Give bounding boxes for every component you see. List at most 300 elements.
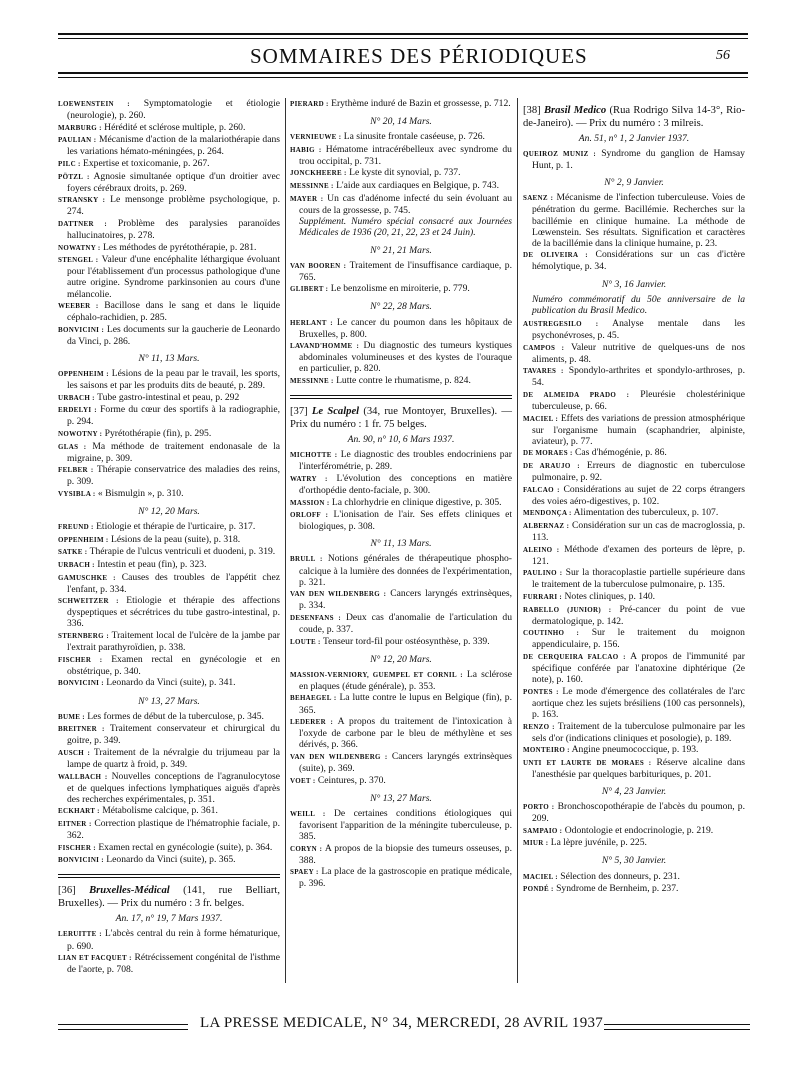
issue-heading: N° 22, 28 Mars. xyxy=(370,301,432,313)
entry xyxy=(58,464,280,487)
entry xyxy=(290,775,512,787)
entry-title: L'évolution des conceptions en matière d'orthopédie dento-faciale, p. 300. xyxy=(299,472,512,496)
issue-heading: N° 12, 20 Mars. xyxy=(370,653,432,665)
entry xyxy=(58,771,280,805)
entry xyxy=(58,428,280,440)
entry xyxy=(523,871,745,883)
entry-title: Traitement de l'insuffisance cardiaque, p. 765. xyxy=(299,259,512,283)
entry-title: Sélection des donneurs, p. 231. xyxy=(560,870,680,882)
entry-author: GAMUSCHKE : xyxy=(58,573,116,582)
entry-author: LAVAND'HOMME : xyxy=(290,342,360,351)
entry xyxy=(58,194,280,217)
entry-author: VAN DEN WILDENBERG : xyxy=(290,752,388,761)
entry-title: Etiologie et thérapie de l'urticaire, p. 317. xyxy=(96,521,256,533)
entry-title: Le mensonge problème psychologique, p. 274. xyxy=(67,194,280,218)
entry-author: FREUND : xyxy=(58,523,94,532)
entry-author: RENZO : xyxy=(523,722,555,731)
entry-title: Causes des troubles de l'appétit chez l'enfant, p. 334. xyxy=(67,571,280,595)
entry-title: Effets des variations de pression atmosphérique sur l'organisme humain (scaphandrier, alpiniste, aviateur), p. 77. xyxy=(532,412,745,447)
entry xyxy=(58,254,280,299)
entry-author: PIERARD : xyxy=(290,100,329,108)
entry-author: MENDONÇA : xyxy=(523,509,572,518)
entry xyxy=(290,131,512,143)
entry xyxy=(290,180,512,192)
entry xyxy=(58,854,280,866)
entry xyxy=(523,249,745,272)
entry-title: Pleurésie cholestérinique tuberculeuse, p. 66. xyxy=(532,388,746,412)
entry-title: Odontologie et endocrinologie, p. 219. xyxy=(564,824,714,836)
entry-title: A propos du traitement de l'intoxication à l'oxyde de carbone par le bleu de méthylène et ses dérivés, p. 366. xyxy=(299,716,513,751)
entry-title: La lèpre juvénile, p. 225. xyxy=(550,837,647,849)
entry xyxy=(58,534,280,546)
entry-author: EITNER : xyxy=(58,819,92,828)
entry-title: L'ionisation de l'air. Ses effets cliniques et biologiques, p. 308. xyxy=(299,509,512,533)
entry xyxy=(290,340,512,374)
journal-issue-line: An. 17, n° 19, 7 Mars 1937. xyxy=(115,913,223,925)
entry xyxy=(523,318,745,341)
supplement-note: Numéro commémoratif du 50e anniversaire de la publication du Brasil Medico. xyxy=(532,293,745,316)
entry xyxy=(290,283,512,295)
entry-author: WATRY : xyxy=(290,474,328,483)
entry-title: Mécanisme de l'infection tuberculeuse. Voies de pénétration du germe. Bacillémie. Recherches sur la bacillémie en clinique humaine. La méthode de Lœwenstein. Ses résultats. Signification et caractères de la bacillémie dans la clinique humaine, p. 23. xyxy=(532,192,745,249)
entry-title: Agnosie simultanée optique d'un droitier avec foyers cérébraux droits, p. 269. xyxy=(67,170,280,194)
entry-title: Les documents sur la gaucherie de Leonardo da Vinci, p. 286. xyxy=(67,323,280,347)
entry-author: SATKE : xyxy=(58,548,88,557)
entry-author: FURRARI : xyxy=(523,592,563,601)
entry-author: ECKHART : xyxy=(58,807,100,816)
entry-author: STERNBERG : xyxy=(58,632,109,641)
entry-title: Le mode d'émergence des collatérales de l'arc aortique chez les sujets brésiliens (100 cas personnels), p. 163. xyxy=(532,685,745,720)
columns-area xyxy=(58,98,750,993)
entry-author: CAMPOS : xyxy=(523,343,565,352)
section-separator xyxy=(58,874,280,878)
entry xyxy=(523,507,745,519)
entry-title: A propos de la biopsie des tumeurs osseuses, p. 388. xyxy=(299,842,512,866)
page-number: 56 xyxy=(716,48,730,63)
entry-title: « Bismulgin », p. 310. xyxy=(97,488,184,499)
entry xyxy=(523,520,745,543)
entry-title: Pré-cancer du point de vue dermatologique, p. 142. xyxy=(532,603,746,627)
entry-title: Valeur d'une encéphalite léthargique évoluant pour l'établissement d'un processus pathologique d'une autre origine. Syndrome parkinsonien au cours d'une mélancolie. xyxy=(67,254,281,300)
entry-author: VAN BOOREN : xyxy=(290,261,347,270)
section-separator xyxy=(290,395,512,399)
journal-number: [36] xyxy=(58,885,76,897)
entry-title: Sur le traitement du moignon appendiculaire, p. 156. xyxy=(532,627,745,651)
entry-author: URBACH : xyxy=(58,393,95,402)
entry xyxy=(58,572,280,595)
entry xyxy=(58,952,280,975)
entry xyxy=(523,627,745,650)
entry xyxy=(290,509,512,532)
entry-author: ERDELYI : xyxy=(58,406,97,415)
journal-name: Bruxelles-Médical xyxy=(89,885,170,897)
entry-title: Méthode d'examen des porteurs de lèpre, p. 121. xyxy=(532,543,745,567)
entry-author: PAULIAN : xyxy=(58,136,97,145)
entry-title: Cancers laryngés extrinsèques, p. 334. xyxy=(299,588,512,612)
entry-author: MACIEL : xyxy=(523,414,559,423)
entry-title: Traitement de la névralgie du trijumeau par la lampe de quartz à froid, p. 349. xyxy=(67,746,280,770)
entry xyxy=(58,218,280,241)
entry-title: Hérédité et sclérose multiple, p. 260. xyxy=(104,121,246,133)
entry-author: BRULL : xyxy=(290,555,323,564)
entry xyxy=(58,559,280,571)
entry-author: OPPENHEIM : xyxy=(58,370,109,379)
entry xyxy=(523,744,745,756)
journal-info: (141, rue Belliart, Bruxelles). — Prix du numéro : 3 fr. belges. xyxy=(58,885,280,910)
entry-title: Bronchoscopothérapie de l'abcès du poumon, p. 209. xyxy=(532,801,745,825)
entry-title: Le diagnostic des troubles endocriniens par l'interférométrie, p. 289. xyxy=(299,449,512,473)
entry xyxy=(290,669,512,692)
entry-title: Alimentation des tuberculeux, p. 107. xyxy=(573,507,719,519)
entry-author: COUTINHO : xyxy=(523,629,580,638)
entry-title: Cancers laryngés extrinsèques (suite), p. 369. xyxy=(299,750,512,774)
entry-author: FISCHER : xyxy=(58,655,103,664)
entry-author: PAULINO : xyxy=(523,569,563,578)
entry-title: La chlorhydrie en clinique digestive, p. 305. xyxy=(331,496,502,508)
entry xyxy=(58,630,280,653)
entry-title: Du diagnostic des tumeurs kystiques abdominales volumineuses et des kystes de l'ouraque en particulier, p. 820. xyxy=(299,340,512,375)
entry xyxy=(58,441,280,464)
entry-author: NOWOTNY : xyxy=(58,430,103,439)
issue-heading: N° 20, 14 Mars. xyxy=(370,116,432,128)
entry-author: SAMPAIO : xyxy=(523,826,563,835)
entry-author: UNTI ET LAURTE DE MORAES : xyxy=(523,758,652,767)
entry-title: Les méthodes de pyrétothérapie, p. 281. xyxy=(102,241,257,253)
entry-title: Hématome intracérébelleux avec syndrome du trou occipital, p. 731. xyxy=(299,143,512,167)
entry xyxy=(523,757,745,780)
entry-title: Le benzolisme en miroiterie, p. 779. xyxy=(330,283,470,295)
entry xyxy=(290,317,512,340)
entry xyxy=(523,686,745,720)
entry xyxy=(290,98,512,110)
entry-author: OPPENHEIM : xyxy=(58,535,109,544)
issue-heading: N° 11, 13 Mars. xyxy=(138,352,200,364)
entry-title: Thérapie de l'ulcus ventriculi et duodeni, p. 319. xyxy=(89,546,276,558)
entry-title: Métabolisme calcique, p. 361. xyxy=(102,805,218,817)
journal-issue-line: An. 90, n° 10, 6 Mars 1937. xyxy=(347,434,455,446)
entry-title: Bacillose dans le sang et dans le liquide céphalo-rachidien, p. 285. xyxy=(67,300,280,324)
entry-author: FALCAO : xyxy=(523,485,560,494)
journal-name: Brasil Medico xyxy=(543,105,607,116)
issue-heading: N° 4, 23 Janvier. xyxy=(601,785,667,797)
entry-author: BONVICINI : xyxy=(58,679,104,688)
entry-title: Leonardo da Vinci (suite), p. 341. xyxy=(106,677,236,689)
entry-title: Le kyste dit synovial, p. 737. xyxy=(349,167,461,179)
entry-title: Notes cliniques, p. 140. xyxy=(564,590,656,602)
entry-author: NOWATNY : xyxy=(58,243,101,252)
entry xyxy=(290,497,512,509)
entry xyxy=(523,460,745,483)
entry xyxy=(58,928,280,951)
entry-author: FELBER : xyxy=(58,466,94,475)
entry-title: Valeur nutritive de quelques-uns de nos aliments, p. 48. xyxy=(532,341,745,365)
entry-title: Forme du cœur des sportifs à la radiographie, p. 294. xyxy=(67,404,280,428)
entry xyxy=(58,98,280,121)
entry xyxy=(290,553,512,587)
entry-author: GLIBERT : xyxy=(290,285,329,294)
entry-title: Intestin et peau (fin), p. 323. xyxy=(97,558,207,570)
footer-text: LA PRESSE MEDICALE, N° 34, MERCREDI, 28 AVRIL 1937 xyxy=(200,1015,604,1031)
entry xyxy=(290,588,512,611)
entry-author: VYSIBLA : xyxy=(58,490,96,498)
entry-author: GLAS : xyxy=(58,442,87,451)
entry-title: La sclérose en plaques (étude générale), p. 353. xyxy=(299,668,512,692)
header-rule-top-thin xyxy=(58,38,748,39)
entry-author: STRANSKY : xyxy=(58,196,106,205)
column-middle xyxy=(290,98,512,890)
journal-info: (Rua Rodrigo Silva 14-3°, Rio-de-Janeiro). — Prix du numéro : 3 milreis. xyxy=(523,105,746,129)
entry xyxy=(523,883,745,895)
entry xyxy=(58,171,280,194)
entry-title: Thérapie conservatrice des maladies des reins, p. 309. xyxy=(67,464,280,488)
entry-title: Les formes de début de la tuberculose, p. 345. xyxy=(87,710,264,722)
entry-author: BREITNER : xyxy=(58,725,105,734)
entry-title: Expertise et toxicomanie, p. 267. xyxy=(83,157,210,169)
entry-author: PONTES : xyxy=(523,687,559,696)
entry-title: De certaines conditions étiologiques qui favorisent l'apparition de la méningite tuberculeuse, p. 385. xyxy=(299,807,513,842)
entry xyxy=(58,677,280,689)
issue-heading: N° 21, 21 Mars. xyxy=(370,244,432,256)
entry-author: VAN DEN WILDENBERG : xyxy=(290,590,387,599)
entry xyxy=(58,818,280,841)
footer-rule-right xyxy=(604,1024,750,1030)
entry-author: VOET : xyxy=(290,776,316,785)
entry xyxy=(58,242,280,254)
journal-heading xyxy=(523,104,745,130)
entry-author: BONVICINI : xyxy=(58,325,105,334)
entry-author: MESSINNE : xyxy=(290,376,334,385)
entry xyxy=(58,368,280,391)
entry-title: La sinusite frontale caséeuse, p. 726. xyxy=(343,131,485,143)
column-right xyxy=(523,98,745,896)
entry-title: Nouvelles conceptions de l'agranulocytose et de quelques infections lymphatiques aiguës d'après des recherches expérimentales, p. 351. xyxy=(67,770,280,805)
journal-name: Le Scalpel xyxy=(311,406,360,418)
entry xyxy=(58,158,280,170)
issue-heading: N° 13, 27 Mars. xyxy=(370,792,432,804)
entry xyxy=(290,843,512,866)
entry-title: La place de la gastroscopie en pratique médicale, p. 396. xyxy=(299,866,512,890)
entry xyxy=(290,716,512,750)
entry-title: L'aide aux cardiaques en Belgique, p. 743. xyxy=(336,180,499,192)
entry-author: MIUR : xyxy=(523,839,549,848)
entry-title: Syndrome du ganglion de Hamsay Hunt, p. 1. xyxy=(532,148,745,172)
header-rule-top xyxy=(58,33,748,35)
entry-author: MARBURG : xyxy=(58,123,102,132)
entry xyxy=(290,751,512,774)
entry xyxy=(58,324,280,347)
entry-title: Correction plastique de l'hématrophie faciale, p. 362. xyxy=(67,817,280,842)
entry-title: Traitement conservateur et chirurgical du goitre, p. 349. xyxy=(67,723,280,747)
entry-author: LIAN ET FACQUET : xyxy=(58,954,132,963)
entry-author: MICHOTTE : xyxy=(290,451,338,460)
entry-title: Ma méthode de traitement endonasale de la migraine, p. 309. xyxy=(67,440,280,464)
journal-number: [37] xyxy=(290,406,308,418)
entry-author: WEILL : xyxy=(290,809,326,818)
entry-author: MAYER : xyxy=(290,194,324,203)
entry xyxy=(523,837,745,849)
entry-title: Lésions de la peau (suite), p. 318. xyxy=(110,533,241,545)
entry-title: Un cas d'adénome infecté du sein évoluant au cours de la grossesse, p. 745. xyxy=(299,192,513,216)
entry xyxy=(290,866,512,889)
column-divider-right xyxy=(517,98,518,983)
entry-title: Examen rectal en gynécologie et en obstétrique, p. 340. xyxy=(67,653,280,677)
issue-heading: N° 12, 20 Mars. xyxy=(138,506,200,518)
entry-title: Analyse mentale dans les psychonévroses, p. 45. xyxy=(532,317,746,341)
entry-author: VERNIEUWE : xyxy=(290,133,342,142)
entry-title: Syndrome de Bernheim, p. 237. xyxy=(556,883,679,895)
entry-author: PORTO : xyxy=(523,803,555,812)
entry-title: L'abcès central du rein à forme hématurique, p. 690. xyxy=(67,928,281,952)
header-rule-bottom xyxy=(58,72,748,74)
entry xyxy=(523,604,745,627)
entry-title: Traitement local de l'ulcère de la jambe par l'extrait parathyroïdien, p. 338. xyxy=(67,630,281,654)
entry-title: Considérations au sujet de 22 corps étrangers des voies aéro-digestives, p. 102. xyxy=(532,483,745,507)
column-left xyxy=(58,98,280,976)
journal-number: [38] xyxy=(523,105,541,116)
entry-author: LERUITTE : xyxy=(58,930,102,939)
entry xyxy=(58,711,280,723)
entry xyxy=(290,808,512,842)
entry-author: WALLBACH : xyxy=(58,772,108,781)
entry xyxy=(523,801,745,824)
entry xyxy=(523,342,745,365)
entry xyxy=(58,392,280,404)
entry-title: Tenseur tord-fil pour ostéosynthèse, p. 339. xyxy=(322,635,490,647)
entry xyxy=(290,167,512,179)
entry xyxy=(523,651,745,685)
entry-author: PONDÉ : xyxy=(523,885,554,894)
entry-author: RABELLO (JUNIOR) : xyxy=(523,605,612,614)
entry xyxy=(523,413,745,447)
entry xyxy=(58,521,280,533)
entry-title: Sur la thoracoplastie partielle supérieure dans le traitement de la tuberculose pulmonaire, p. 135. xyxy=(532,567,745,591)
entry-author: ALEINO : xyxy=(523,545,560,554)
entry xyxy=(290,636,512,648)
supplement-note: Supplément. Numéro spécial consacré aux Journées Médicales de 1936 (20, 21, 22, 23 et 24 Juin). xyxy=(299,216,512,239)
issue-heading: N° 5, 30 Janvier. xyxy=(601,855,667,867)
entry-author: HERLANT : xyxy=(290,318,333,327)
entry-title: Réserve alcaline dans l'anesthésie par quelques barbituriques, p. 201. xyxy=(532,756,745,780)
entry-author: MACIEL : xyxy=(523,872,558,881)
entry-title: Deux cas d'anomalie de l'articulation du coude, p. 337. xyxy=(299,611,512,635)
entry xyxy=(523,192,745,248)
issue-heading: N° 3, 16 Janvier. xyxy=(601,278,667,290)
entry-author: AUSCH : xyxy=(58,748,91,757)
entry xyxy=(58,723,280,746)
entry-author: SAENZ : xyxy=(523,194,554,203)
entry-title: Lésions de la peau par le travail, les sports, les saisons et par les produits dits de beauté, p. 289. xyxy=(67,368,280,392)
entry xyxy=(290,692,512,715)
entry xyxy=(523,389,745,412)
entry-title: Considération sur un cas de macroglossia, p. 113. xyxy=(532,519,745,543)
issue-heading: N° 13, 27 Mars. xyxy=(138,695,200,707)
entry-author: DE CERQUEIRA FALCAO : xyxy=(523,652,626,661)
entry xyxy=(290,449,512,472)
entry-author: LEDERER : xyxy=(290,718,334,727)
entry xyxy=(58,300,280,323)
entry xyxy=(58,122,280,134)
entry-title: Cas d'hémogénie, p. 86. xyxy=(575,447,667,459)
entry-author: DATTNER : xyxy=(58,219,107,228)
entry-title: Erythème induré de Bazin et grossesse, p. 712. xyxy=(331,98,511,109)
entry-author: LOEWENSTEIN : xyxy=(58,100,130,108)
entry-author: URBACH : xyxy=(58,560,95,569)
footer-rule-left xyxy=(58,1024,188,1030)
header-rule-bottom-thin xyxy=(58,77,748,78)
entry-author: DE ALMEIDA PRADO : xyxy=(523,390,630,399)
entry xyxy=(290,473,512,496)
entry-title: Problème des paralysies paranoïdes hallucinatoires, p. 278. xyxy=(67,217,280,242)
entry xyxy=(58,404,280,427)
entry-title: Examen rectal en gynécologie (suite), p. 364. xyxy=(98,841,273,853)
entry xyxy=(58,747,280,770)
entry-author: AUSTREGESILO : xyxy=(523,319,599,328)
entry xyxy=(523,148,745,171)
entry xyxy=(58,805,280,817)
entry-title: Notions générales de thérapeutique phospho-calcique à la lumière des données de l'expérimentation, p. 321. xyxy=(299,553,512,588)
entry-author: DE OLIVEIRA : xyxy=(523,251,588,260)
entry-author: MASSION-VERNIORY, GUEMPEL ET CORNIL : xyxy=(290,670,463,679)
entry-title: A propos de l'immunité par spécifique conférée par l'anatoxine diphtérique (2e note), p. 160. xyxy=(532,650,745,686)
entry xyxy=(523,591,745,603)
entry-author: TAVARES : xyxy=(523,367,564,376)
entry-title: Considérations sur un cas d'ictère hémolytique, p. 34. xyxy=(532,249,745,273)
entry xyxy=(523,484,745,507)
entry xyxy=(58,842,280,854)
entry-title: Tube gastro-intestinal et peau, p. 292 xyxy=(97,391,240,403)
entry-author: BONVICINI : xyxy=(58,856,104,865)
entry-title: Mécanisme d'action de la malariothérapie dans les variations hémato-méningées, p. 264. xyxy=(67,134,280,158)
entry-title: Spondylo-arthrites et spondylo-arthroses, p. 54. xyxy=(532,365,745,389)
issue-heading: N° 2, 9 Janvier. xyxy=(604,177,664,189)
entry xyxy=(523,721,745,744)
entry-title: Pyrétothérapie (fin), p. 295. xyxy=(104,428,212,440)
entry xyxy=(58,654,280,677)
entry-author: SPAEY : xyxy=(290,868,319,877)
entry-title: La lutte contre le lupus en Belgique (fin), p. 365. xyxy=(299,692,512,716)
entry xyxy=(58,488,280,500)
entry-title: Rétrécissement congénital de l'isthme de l'aorte, p. 708. xyxy=(67,952,281,976)
entry-title: Traitement de la tuberculose pulmonaire par les sels d'or (indications cliniques et posologie), p. 189. xyxy=(532,720,745,744)
entry-title: Etiologie et thérapie des affections dyspeptiques et sécrétrices du tube gastro-intestinal, p. 336. xyxy=(67,595,280,630)
entry xyxy=(290,144,512,167)
entry xyxy=(523,544,745,567)
journal-heading xyxy=(290,405,512,431)
entry-author: FISCHER : xyxy=(58,843,96,852)
issue-heading: N° 11, 13 Mars. xyxy=(370,538,432,550)
entry-author: PILC : xyxy=(58,159,81,168)
entry-title: Le cancer du poumon dans les hôpitaux de Bruxelles, p. 800. xyxy=(299,316,513,340)
entry xyxy=(523,447,745,459)
entry-author: STENGEL : xyxy=(58,256,99,265)
entry xyxy=(290,375,512,387)
entry-author: JONCKHEERE : xyxy=(290,169,347,178)
entry xyxy=(58,546,280,558)
entry xyxy=(523,825,745,837)
entry-author: BUME : xyxy=(58,712,85,721)
entry-author: HABIG : xyxy=(290,145,322,154)
entry-author: ORLOFF : xyxy=(290,511,329,520)
entry xyxy=(523,365,745,388)
entry-author: MONTEIRO : xyxy=(523,746,570,755)
entry-author: LOUTE : xyxy=(290,637,321,646)
entry-author: DESENFANS : xyxy=(290,613,342,622)
entry-author: QUEIROZ MUNIZ : xyxy=(523,150,597,159)
entry-author: WEEBER : xyxy=(58,302,99,311)
entry-author: ALBERNAZ : xyxy=(523,521,570,530)
entry-author: MASSION : xyxy=(290,498,330,507)
entry xyxy=(290,193,512,216)
